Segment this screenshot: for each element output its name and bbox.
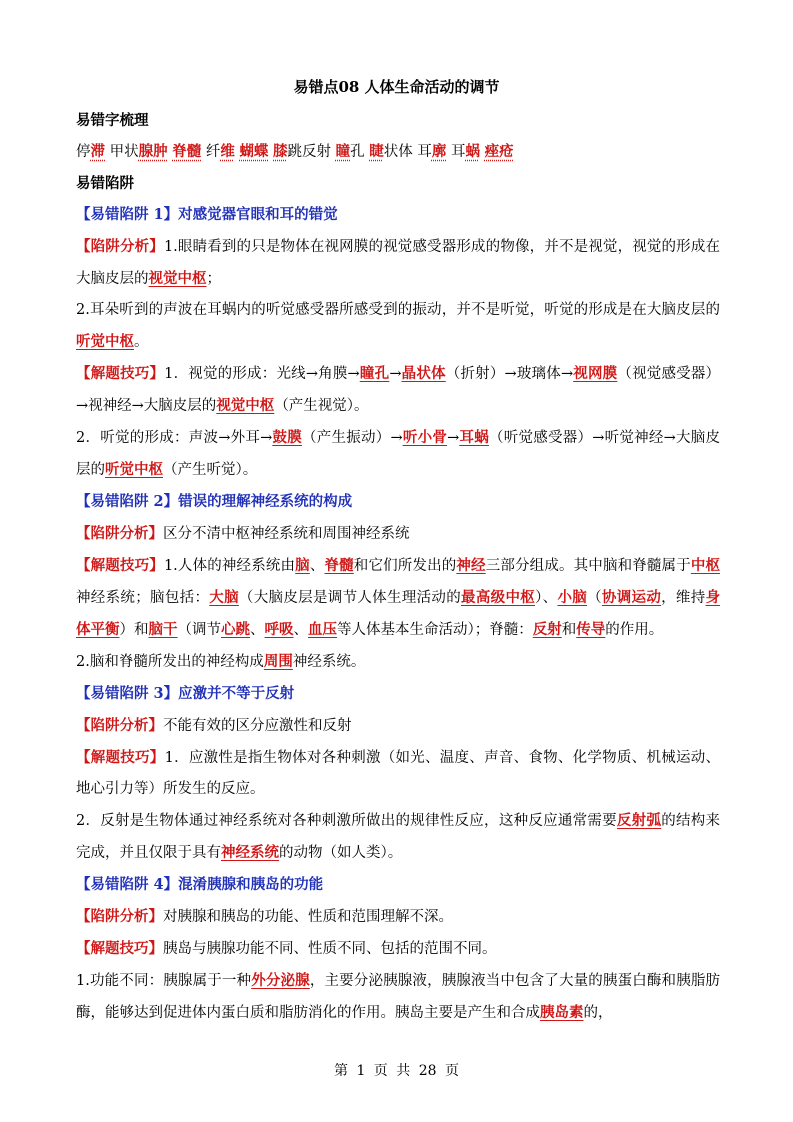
text-run: 纤	[201, 144, 221, 160]
key-term: 瞳孔	[359, 365, 390, 382]
text-run: ）和	[119, 622, 149, 638]
key-term: 呼吸	[264, 621, 294, 638]
paragraph	[76, 295, 720, 358]
paragraph	[76, 710, 720, 742]
key-term: 神经	[456, 557, 486, 574]
document-body	[76, 105, 720, 1029]
text-run: 、	[309, 558, 325, 574]
key-term: 血压	[308, 621, 337, 638]
text-run: ，维持	[661, 590, 706, 606]
typo-char: 膝	[273, 143, 288, 160]
typo-char: 痤疮	[484, 143, 514, 160]
text-run: 耳	[446, 144, 466, 160]
text-run: （大脑皮层是调节人体生理活动的	[238, 590, 462, 606]
paragraph	[76, 199, 720, 231]
key-term: 小脑	[557, 589, 588, 606]
text-run: （产生听觉）。	[163, 462, 258, 478]
key-term: 神经系统	[221, 844, 279, 861]
text-run: 和它们所发出的	[353, 558, 457, 574]
trap-heading: 【易错陷阱 2】错误的理解神经系统的构成	[76, 493, 353, 510]
paragraph	[76, 933, 720, 965]
paragraph	[76, 486, 720, 518]
text-run: 停	[76, 144, 91, 160]
text-run: 甲状	[105, 144, 139, 160]
paragraph	[76, 550, 720, 646]
key-term: 听觉中枢	[76, 333, 134, 350]
trap-heading: 【易错陷阱 4】混淆胰腺和胰岛的功能	[76, 876, 324, 893]
text-run: 。	[134, 334, 149, 350]
key-term: 听小骨	[402, 429, 448, 446]
key-term: 视网膜	[573, 365, 618, 382]
trap-heading: 【易错陷阱 1】对感觉器官眼和耳的错觉	[76, 206, 338, 223]
text-run: 不能有效的区分应激性和反射	[163, 718, 352, 734]
text-run: 2．听觉的形成：声波→外耳→	[76, 430, 273, 446]
text-run: （产生视觉）。	[274, 398, 369, 414]
paragraph	[76, 358, 720, 422]
text-run: 跳反射	[287, 144, 336, 160]
text-run: 神经系统。	[292, 654, 366, 670]
key-term: 心跳	[221, 621, 250, 638]
typo-char: 睫	[369, 143, 384, 160]
text-run: 1．视觉的形成：光线→角膜→	[164, 366, 360, 382]
key-term: 最高级中枢	[461, 589, 536, 606]
paragraph	[76, 518, 720, 550]
text-run: （调节	[177, 622, 221, 638]
bracket-label: 【解题技巧】	[76, 365, 165, 382]
bracket-label: 【陷阱分析】	[76, 238, 164, 255]
text-run: 1.眼睛看到的只是物体在视网膜的视觉感受器形成的物像，并不是视觉，视觉的形成在大脑皮层的	[76, 239, 720, 287]
key-term: 反射弧	[616, 812, 662, 829]
typo-line	[76, 136, 720, 168]
bracket-label: 【解题技巧】	[76, 940, 163, 957]
typo-char: 腺肿	[138, 143, 168, 160]
text-run: 2．反射是生物体通过神经系统对各种刺激所做出的规律性反应，这种反应通常需要	[76, 813, 617, 829]
text-run: 2.耳朵听到的声波在耳蜗内的听觉感受器所感受到的振动，并不是听觉，听觉的形成是在大脑皮层的	[76, 302, 720, 318]
bracket-label: 【陷阱分析】	[76, 908, 163, 925]
text-run: 状体 耳	[383, 144, 432, 160]
key-term: 脊髓	[324, 557, 354, 574]
text-run: 1.功能不同：胰腺属于一种	[76, 973, 252, 989]
key-term: 脑干	[148, 621, 178, 638]
typo-char: 蜗	[465, 143, 480, 160]
paragraph	[76, 422, 720, 486]
typo-char: 脊髓	[172, 143, 202, 160]
text-run: 区分不清中枢神经系统和周围神经系统	[163, 526, 410, 542]
bracket-label: 【陷阱分析】	[76, 717, 163, 734]
text-run: 胰岛与胰腺功能不同、性质不同、包括的范围不同。	[163, 941, 497, 957]
key-term: 视觉中枢	[216, 397, 275, 414]
paragraph	[76, 901, 720, 933]
text-run: 和	[561, 622, 577, 638]
text-run: ）、	[535, 590, 558, 606]
trap-heading: 【易错陷阱 3】应激并不等于反射	[76, 685, 295, 702]
text-run: （视觉感受器）→视神经→大脑皮层的	[76, 366, 721, 414]
text-run: 三部分组成。其中脑和脊髓属于	[485, 558, 691, 574]
typo-char: 滞	[90, 143, 105, 160]
text-run: 2.脑和脊髓所发出的神经构成	[76, 654, 264, 670]
text-run: ，主要分泌胰腺液，胰腺液当中包含了大量的胰蛋白酶和胰脂肪酶，能够达到促进体内蛋白质和脂肪消化的作用。胰岛主要是产生和合成	[76, 973, 721, 1021]
paragraph	[76, 646, 720, 678]
text-run: →	[389, 366, 402, 382]
text-run: 、	[293, 622, 308, 638]
paragraph	[76, 678, 720, 710]
paragraph	[76, 965, 720, 1029]
text-run: ；	[206, 271, 221, 287]
text-run: 的结构来完成，并且仅限于具有	[76, 813, 721, 861]
key-term: 中枢	[690, 557, 721, 574]
page-footer: 第 1 页 共 28 页	[334, 1063, 459, 1079]
text-run: （	[587, 590, 602, 606]
paragraph	[76, 231, 720, 295]
text-run: 的，	[583, 1005, 613, 1021]
text-run: 的作用。	[605, 622, 664, 638]
key-term: 胰岛素	[540, 1004, 584, 1021]
key-term: 晶状体	[401, 365, 446, 382]
key-term: 听觉中枢	[105, 461, 163, 478]
text-run: 孔	[350, 144, 370, 160]
paragraph	[76, 742, 720, 805]
key-term: 传导	[576, 621, 606, 638]
key-term: 脑	[295, 557, 310, 574]
key-term: 耳蜗	[459, 429, 490, 446]
key-term: 大脑	[209, 589, 239, 606]
typo-char: 蝴蝶	[239, 143, 269, 160]
typo-char: 维	[220, 143, 235, 160]
text-run: 的动物（如人类）。	[279, 845, 403, 861]
bracket-label: 【解题技巧】	[76, 557, 164, 574]
key-term: 鼓膜	[272, 429, 302, 446]
bracket-label: 【解题技巧】	[76, 749, 165, 766]
page-title: 易错点08 人体生命活动的调节	[293, 78, 500, 96]
section-heading-typos: 易错字梳理	[76, 112, 149, 129]
trap-paragraphs	[76, 199, 720, 1029]
text-run: 等人体基本生命活动）；脊髓：	[337, 622, 533, 638]
typo-char: 瞳	[335, 143, 351, 160]
section-heading-traps: 易错陷阱	[76, 175, 134, 192]
typo-char: 廓	[431, 143, 447, 160]
key-term: 协调运动	[601, 589, 662, 606]
text-run: （产生振动）→	[301, 430, 403, 446]
bracket-label: 【陷阱分析】	[76, 525, 163, 542]
key-term: 视觉中枢	[148, 270, 207, 287]
text-run: 1.人体的神经系统由	[163, 558, 296, 574]
paragraph	[76, 805, 720, 869]
text-run: →	[447, 430, 460, 446]
key-term: 身体平衡	[76, 589, 721, 638]
key-term: 反射	[532, 621, 562, 638]
text-run: （折射）→玻璃体→	[445, 366, 574, 382]
text-run: 、	[250, 622, 265, 638]
paragraph	[76, 869, 720, 901]
text-run: （听觉感受器）→听觉神经→大脑皮层的	[76, 430, 721, 478]
text-run: 神经系统；脑包括：	[76, 590, 210, 606]
key-term: 外分泌腺	[251, 972, 310, 989]
text-run: 1．应激性是指生物体对各种刺激（如光、温度、声音、食物、化学物质、机械运动、地心引力等）所发生的反应。	[76, 750, 720, 797]
text-run: 对胰腺和胰岛的功能、性质和范围理解不深。	[163, 909, 453, 925]
key-term: 周围	[263, 653, 293, 670]
